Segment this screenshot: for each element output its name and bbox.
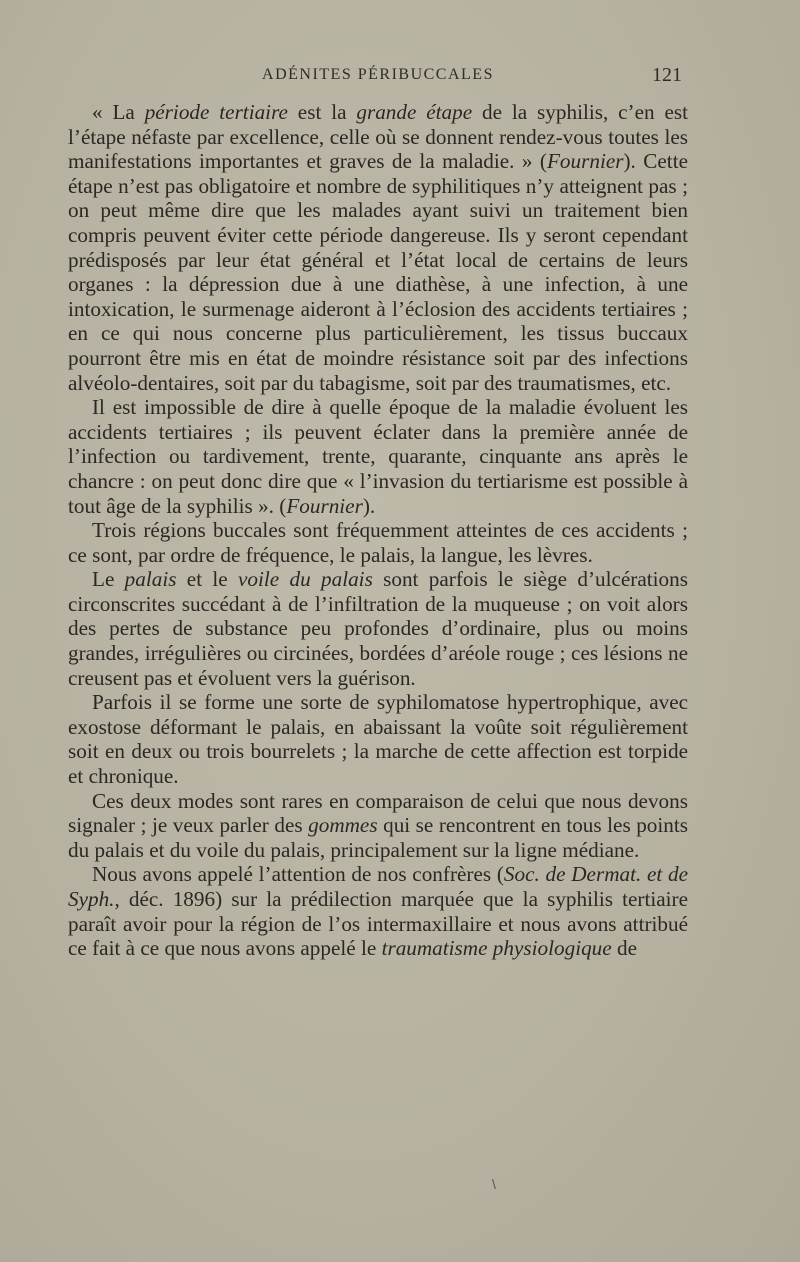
text-run: sont parfois le siège d’ulcérations circonscrites succédant à de l’infiltration de la muqueuse ; on voit alors des pertes de substance peu profondes d’ordinaire, plus ou moins grandes, irrégulières ou circinées, bordées d’aréole rouge ; ces lésions ne creusent pas et évoluent vers la guérison. [68, 567, 688, 690]
text-run: qui se rencontrent en tous les points du palais et du voile du palais, principalement sur la ligne médiane. [68, 813, 689, 862]
italic-run: Fournier [546, 149, 624, 174]
body-text [68, 100, 688, 961]
text-run: ). Cette étape n’est pas obligatoire et nombre de syphilitiques n’y atteignent pas ; on peut même dire que les malades ayant suivi un traitement bien compris peuvent éviter cette période dangereuse. Ils y seront cependant prédisposés par leur état général et l’état local de certains de leurs organes : la dépression due à une diathèse, à une infection, à une intoxication, le surmenage aideront à l’éclosion des accidents tertiaires ; en ce qui nous concerne plus particulièrement, les tissus buccaux pourront être mis en état de moindre résistance soit par des infections alvéolo-dentaires, soit par du tabagisme, soit par des traumatismes, etc. [68, 149, 688, 395]
italic-run: Fournier [286, 493, 363, 518]
text-run: Parfois il se forme une sorte de syphilomatose hypertrophique, avec exostose déformant le palais, en abaissant la voûte soit régulièrement soit en deux ou trois bourrelets ; la marche de cette affection est torpide et chronique. [68, 690, 688, 789]
italic-run: grande étape [356, 100, 473, 124]
page-number: 121 [652, 64, 682, 86]
paragraph [68, 789, 688, 863]
paragraph [68, 862, 688, 960]
running-title: ADÉNITES PÉRIBUCCALES [262, 66, 494, 83]
text-run: de [611, 936, 637, 961]
text-run: est la [287, 100, 357, 124]
text-run: de la syphilis, c’en est l’étape néfaste par excellence, celle où se donnent rendez-vous toutes les manifestations importantes et graves de la maladie. » ( [68, 100, 689, 174]
italic-run: période tertiaire [144, 100, 288, 124]
italic-run: gommes [308, 813, 378, 838]
text-run: Nous avons appelé l’attention de nos confrères ( [92, 862, 504, 887]
italic-run: Soc. de Dermat. et de Syph. [68, 862, 689, 911]
paragraph [68, 395, 688, 518]
text-run: Ces deux modes sont rares en comparaison de celui que nous devons signaler ; je veux parler des [68, 788, 688, 838]
text-run: ). [362, 493, 376, 518]
paragraph [68, 567, 688, 690]
page-header [68, 64, 688, 94]
paragraph [68, 518, 688, 567]
footer-mark: \ [492, 1176, 496, 1192]
paragraph [68, 690, 688, 788]
text-run: Il est impossible de dire à quelle époque de la maladie évoluent les accidents tertiaires ; ils peuvent éclater dans la première année de l’infection ou tardivement, trente, quarante, cinquante ans après le chancre : on peut donc dire que « l’invasion du tertiarisme est possible à tout âge de la syphilis ». ( [68, 395, 688, 518]
italic-run: traumatisme physiologique [381, 936, 612, 961]
text-run: Le [92, 567, 125, 592]
text-run: et le [176, 567, 239, 592]
italic-run: voile du palais [238, 567, 373, 592]
italic-run: palais [124, 567, 177, 592]
text-run: , déc. 1896) sur la prédilection marquée que la syphilis tertiaire paraît avoir pour la région de l’os intermaxillaire et nous avons attribué ce fait à ce que nous avons appelé le [68, 887, 688, 961]
paragraph [68, 100, 688, 395]
text-run: Trois régions buccales sont fréquemment atteintes de ces accidents ; ce sont, par ordre de fréquence, le palais, la langue, les lèvres. [68, 518, 688, 567]
text-run: « La [92, 100, 145, 124]
